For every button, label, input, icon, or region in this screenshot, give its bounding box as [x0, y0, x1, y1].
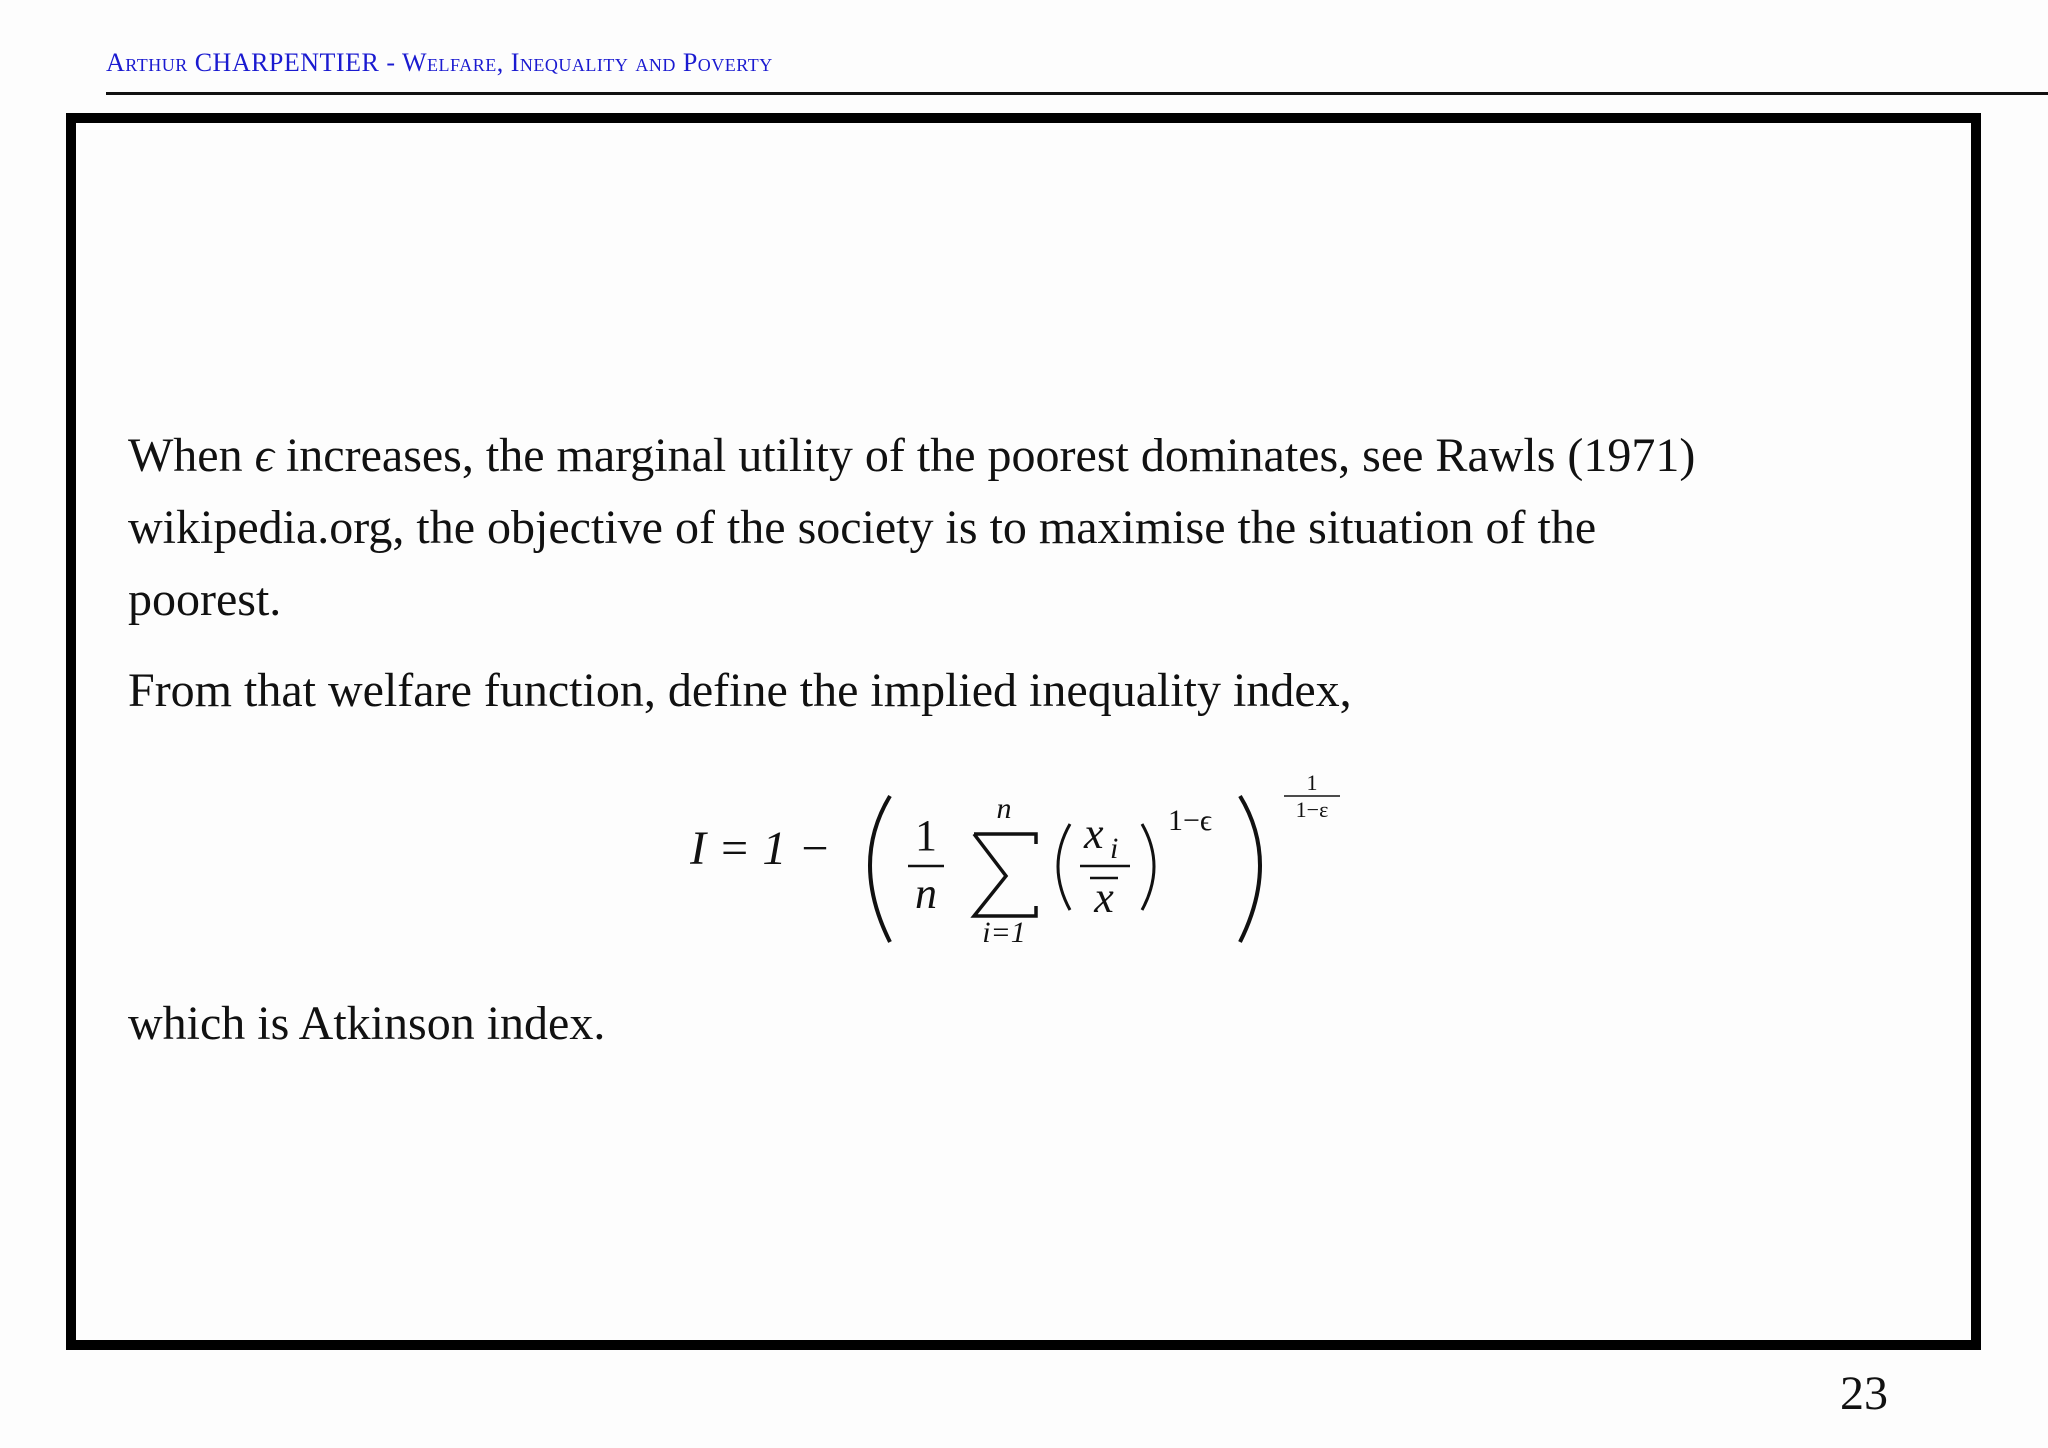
- sum-upper-limit: n: [996, 792, 1012, 825]
- fraction-numerator: 1: [915, 811, 937, 860]
- sum-lower-limit: i=1: [982, 916, 1026, 949]
- outer-exponent-denominator: 1−ε: [1295, 797, 1329, 822]
- inner-numerator-subscript: i: [1110, 832, 1119, 865]
- paragraph-rawls: [128, 420, 1695, 636]
- page-number: 23: [1840, 1367, 1888, 1420]
- fraction-denominator: n: [915, 869, 937, 918]
- sigma-icon: [974, 834, 1036, 916]
- paragraph-rawls-line1: When ϵ increases, the marginal utility of the poorest dominates, see Rawls (1971): [128, 429, 1696, 482]
- wikipedia-link[interactable]: wikipedia.org, the objective of the society is to maximise the situation of the: [128, 501, 1597, 554]
- header-rule: [106, 92, 2048, 95]
- running-header: Arthur CHARPENTIER - Welfare, Inequality and Poverty: [106, 48, 773, 77]
- formula-lhs: I = 1 −: [690, 822, 831, 875]
- inner-denominator: x: [1094, 873, 1114, 922]
- outer-exponent-numerator: 1: [1306, 770, 1318, 795]
- paragraph-atkinson: which is Atkinson index.: [128, 997, 606, 1050]
- paragraph-welfare-function: From that welfare function, define the implied inequality index,: [128, 664, 1352, 717]
- epsilon-symbol: ϵ: [254, 429, 274, 482]
- inner-right-paren: [1142, 824, 1154, 910]
- atkinson-formula: [690, 752, 1370, 962]
- slide-frame: [66, 113, 1981, 1350]
- paragraph-rawls-line2: [128, 492, 1695, 564]
- inner-left-paren: [1058, 824, 1070, 910]
- inner-exponent: 1−ϵ: [1168, 804, 1213, 837]
- outer-left-paren: [870, 796, 890, 942]
- outer-right-paren: [1240, 796, 1260, 942]
- inner-numerator: x: [1084, 809, 1104, 858]
- paragraph-rawls-line3: poorest.: [128, 573, 282, 626]
